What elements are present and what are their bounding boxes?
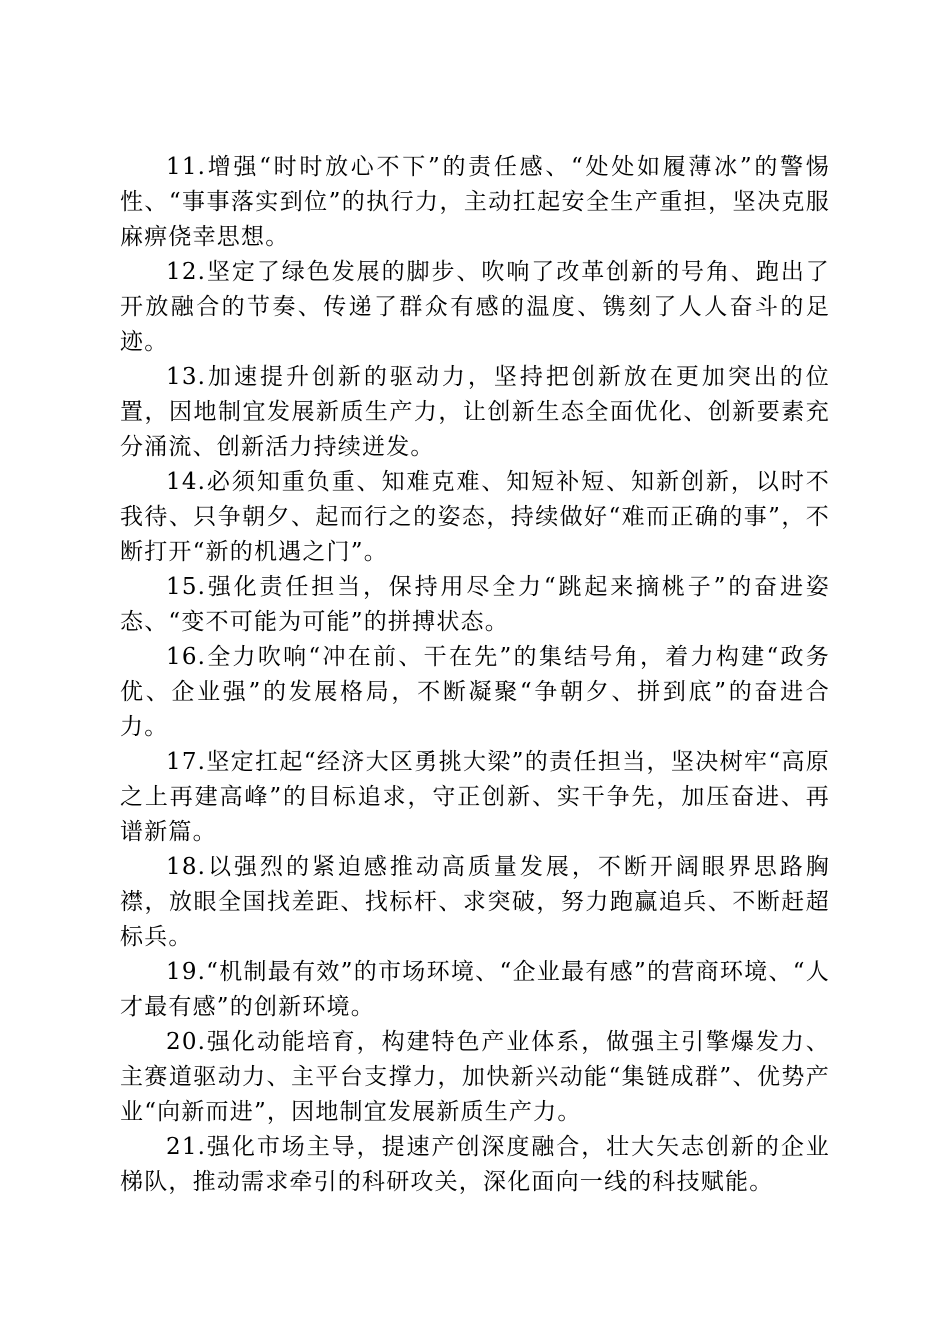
paragraph-16: 16.全力吹响“冲在前、干在先”的集结号角，着力构建“政务优、企业强”的发展格局，不断凝聚“争朝夕、拼到底”的奋进合力。: [120, 644, 830, 740]
paragraph-19: 19.“机制最有效”的市场环境、“企业最有感”的营商环境、“人才最有感”的创新环境。: [120, 959, 830, 1020]
paragraph-17: 17.坚定扛起“经济大区勇挑大梁”的责任担当，坚决树牢“高原之上再建高峰”的目标追求，守正创新、实干争先，加压奋进、再谱新篇。: [120, 749, 830, 845]
paragraph-20: 20.强化动能培育，构建特色产业体系，做强主引擎爆发力、主赛道驱动力、主平台支撑力，加快新兴动能“集链成群”、优势产业“向新而进”，因地制宜发展新质生产力。: [120, 1029, 830, 1125]
paragraph-14: 14.必须知重负重、知难克难、知短补短、知新创新，以时不我待、只争朝夕、起而行之的姿态，持续做好“难而正确的事”，不断打开“新的机遇之门”。: [120, 469, 830, 565]
paragraph-13: 13.加速提升创新的驱动力，坚持把创新放在更加突出的位置，因地制宜发展新质生产力，让创新生态全面优化、创新要素充分涌流、创新活力持续迸发。: [120, 364, 830, 460]
paragraph-21: 21.强化市场主导，提速产创深度融合，壮大矢志创新的企业梯队，推动需求牵引的科研攻关，深化面向一线的科技赋能。: [120, 1134, 830, 1195]
paragraph-12: 12.坚定了绿色发展的脚步、吹响了改革创新的号角、跑出了开放融合的节奏、传递了群众有感的温度、镌刻了人人奋斗的足迹。: [120, 259, 830, 355]
paragraph-11: 11.增强“时时放心不下”的责任感、“处处如履薄冰”的警惕性、“事事落实到位”的执行力，主动扛起安全生产重担，坚决克服麻痹侥幸思想。: [120, 154, 830, 250]
paragraph-15: 15.强化责任担当，保持用尽全力“跳起来摘桃子”的奋进姿态、“变不可能为可能”的拼搏状态。: [120, 574, 830, 635]
paragraph-18: 18.以强烈的紧迫感推动高质量发展，不断开阔眼界思路胸襟，放眼全国找差距、找标杆、求突破，努力跑赢追兵、不断赶超标兵。: [120, 854, 830, 950]
document-body: [120, 150, 830, 1200]
